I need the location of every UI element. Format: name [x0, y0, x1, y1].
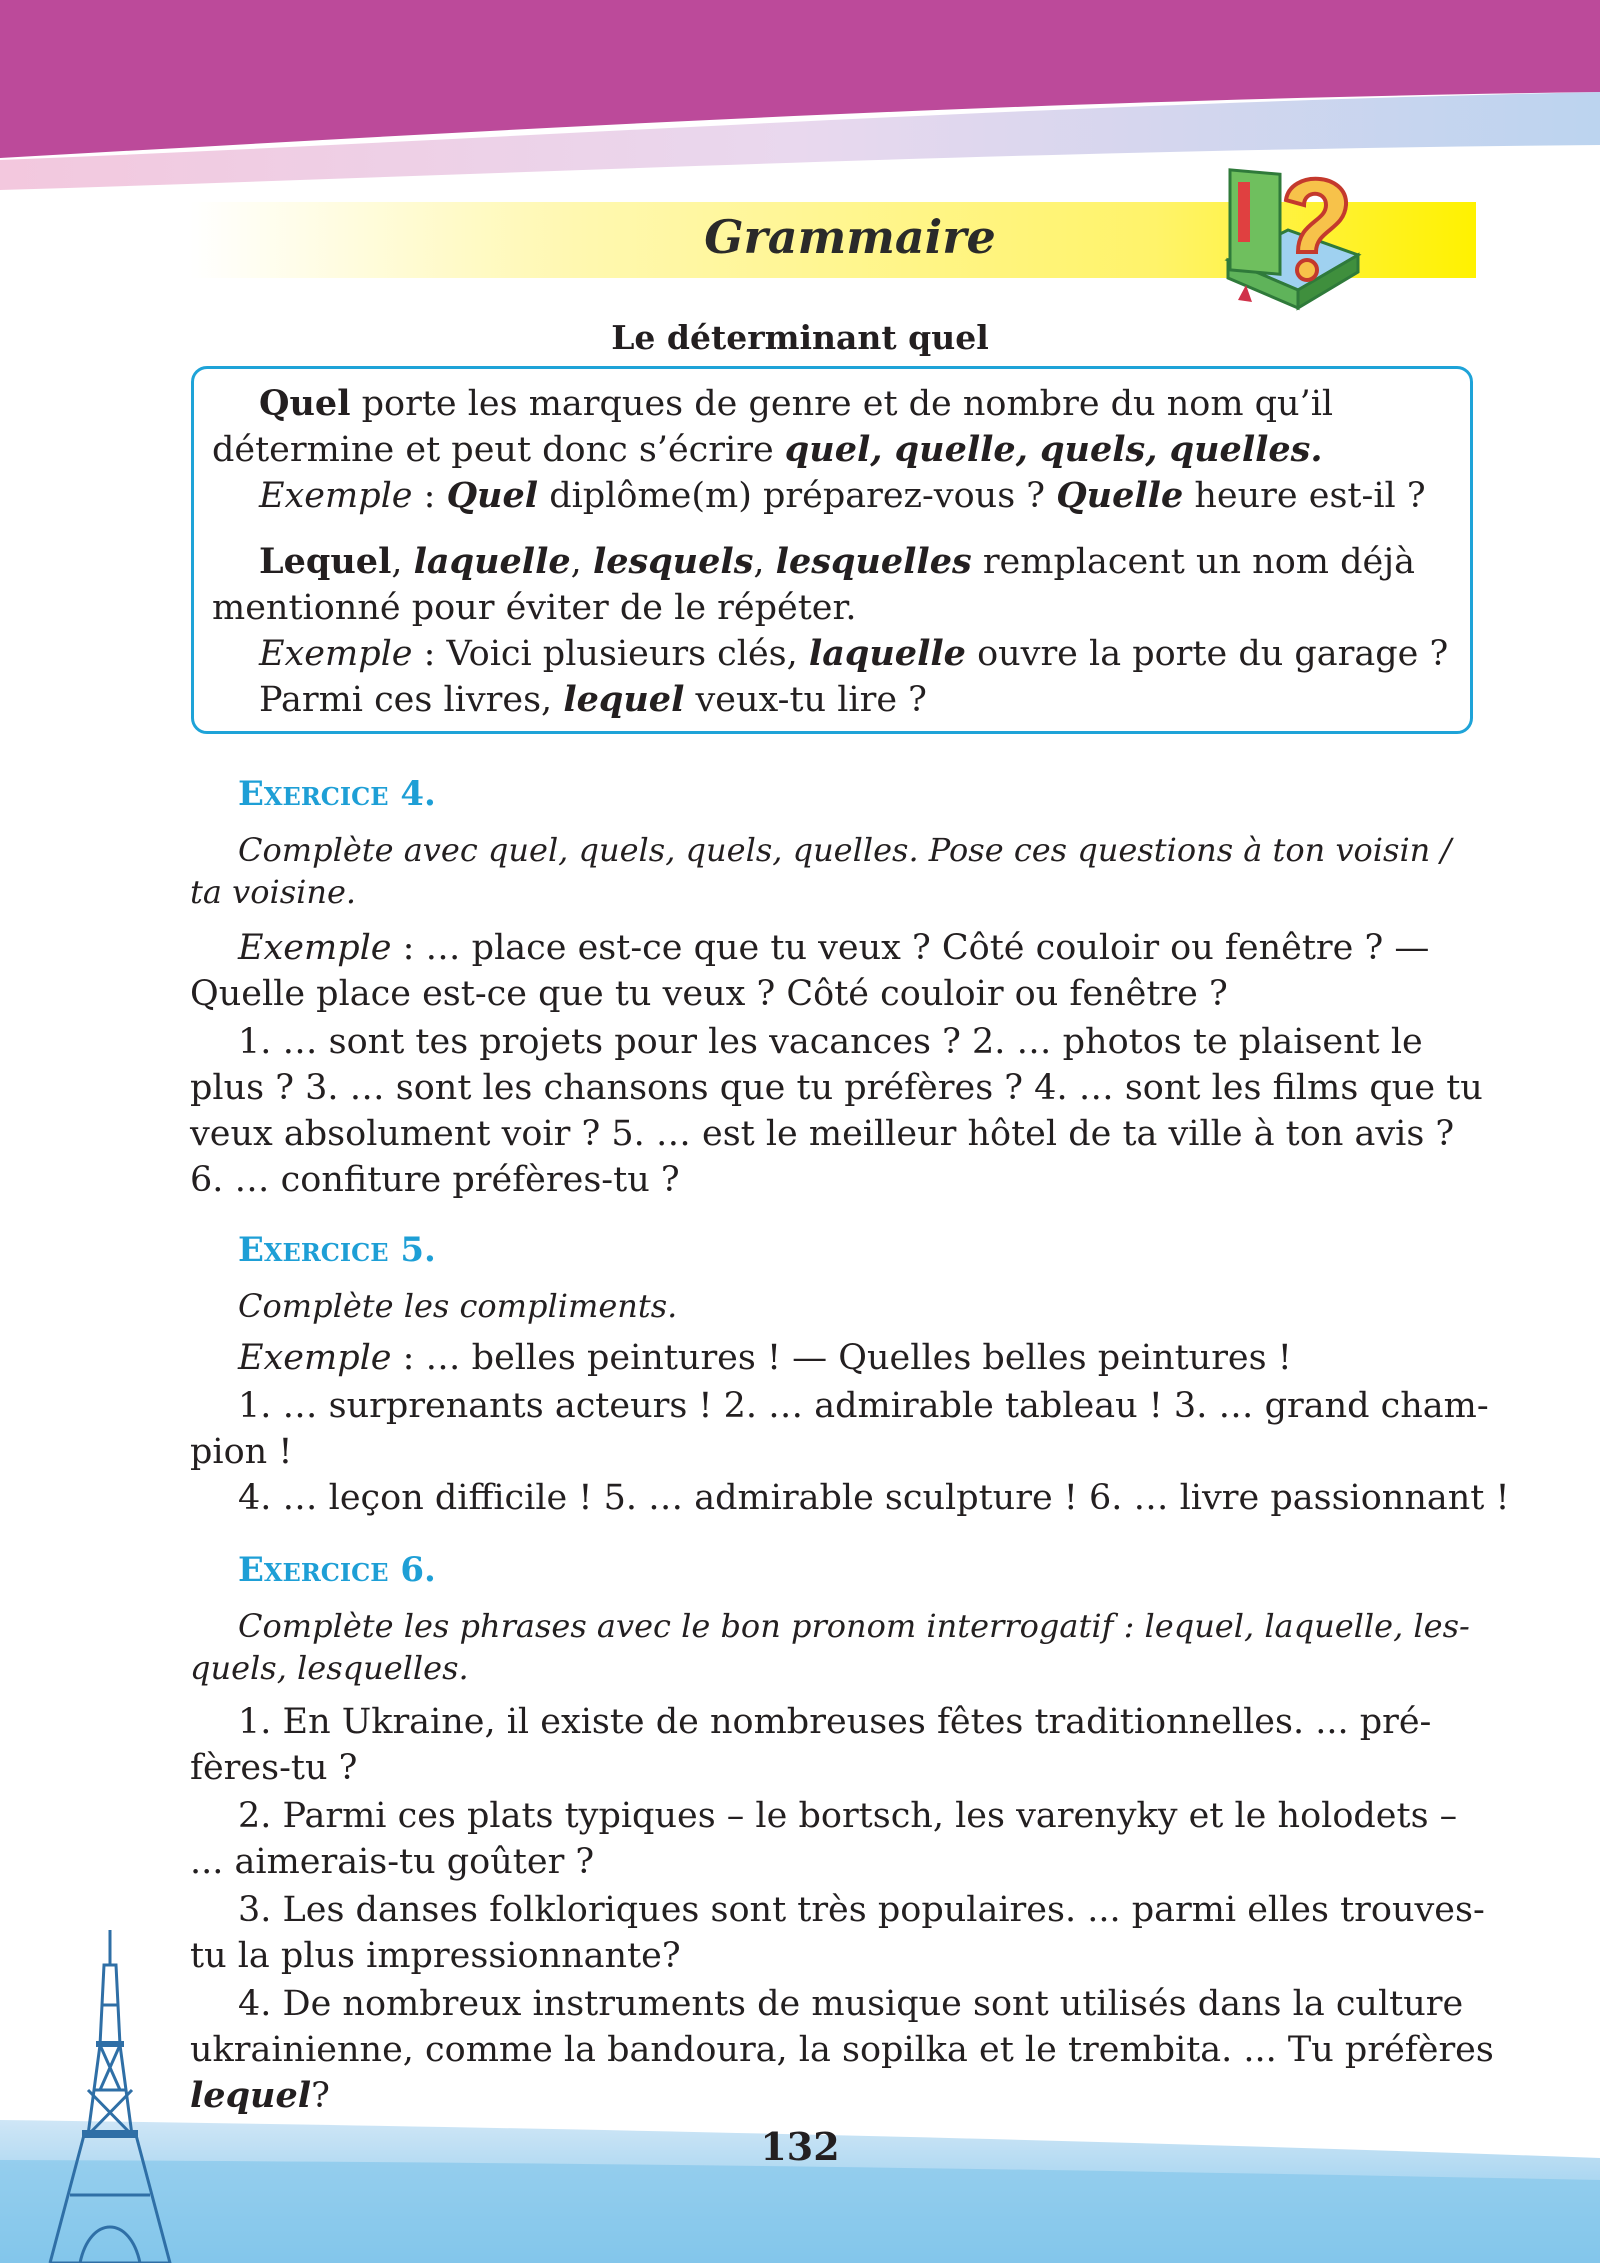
exercise-6-item-1-line-1: 1. En Ukraine, il existe de nombreuses fêtes traditionnelles. ... pré- — [238, 1702, 1432, 1742]
exercise-6-item-2-line-2: ... aimerais-tu goûter ? — [190, 1842, 595, 1882]
exercise-5-example: Exemple : … belles peintures ! — Quelles belles peintures ! — [238, 1338, 1292, 1378]
exercise-4-instruction-line-1: Complète avec quel, quels, quels, quelles. Pose ces questions à ton voisin / — [238, 831, 1452, 869]
exercise-4-title: Exercice 4. — [238, 774, 436, 814]
exercise-6-item-3-line-1: 3. Les danses folkloriques sont très populaires. ... parmi elles trouves- — [238, 1890, 1485, 1930]
exercise-4-line-4: 6. … confiture préfères-tu ? — [190, 1160, 680, 1200]
rule-example-3: Parmi ces livres, lequel veux-tu lire ? — [259, 679, 927, 720]
exercise-6-instruction-line-2: quels, lesquelles. — [190, 1649, 469, 1687]
rule-title: Le déterminant quel — [611, 318, 989, 357]
exercise-4-line-2: plus ? 3. … sont les chansons que tu préfères ? 4. … sont les films que tu — [190, 1068, 1483, 1108]
rule-example-1: Exemple : Quel diplôme(m) préparez-vous ? Quelle heure est-il ? — [259, 475, 1426, 516]
exercise-5-title: Exercice 5. — [238, 1230, 436, 1270]
exercise-5-line-2: pion ! — [190, 1432, 293, 1472]
exercise-5-instruction: Complète les compliments. — [238, 1287, 678, 1325]
rule-paragraph-2-line-2: mentionné pour éviter de le répéter. — [212, 588, 857, 628]
exercise-4-line-3: veux absolument voir ? 5. … est le meilleur hôtel de ta ville à ton avis ? — [190, 1114, 1455, 1154]
eiffel-tower-icon — [40, 1925, 180, 2263]
exercise-4-line-1: 1. … sont tes projets pour les vacances ? 2. … photos te plaisent le — [238, 1022, 1423, 1062]
page-number: 132 — [760, 2124, 840, 2169]
rule-paragraph-1-line-1: Quel porte les marques de genre et de nombre du nom qu’il — [259, 383, 1334, 424]
question-book-icon — [1208, 160, 1368, 320]
exercise-4-instruction-line-2: ta voisine. — [190, 873, 357, 911]
exercise-6-item-4-line-3: lequel? — [190, 2075, 330, 2116]
rule-paragraph-1-line-2: détermine et peut donc s’écrire quel, quelle, quels, quelles. — [212, 429, 1323, 470]
exercise-6-item-2-line-1: 2. Parmi ces plats typiques – le bortsch, les varenyky et le holodets – — [238, 1796, 1458, 1836]
exercise-6-item-1-line-2: fères-tu ? — [190, 1748, 358, 1788]
exercise-4-example-line-2: Quelle place est-ce que tu veux ? Côté couloir ou fenêtre ? — [190, 974, 1228, 1014]
exercise-6-item-3-line-2: tu la plus impressionnante? — [190, 1936, 681, 1976]
exercise-5-line-1: 1. … surprenants acteurs ! 2. … admirable tableau ! 3. … grand cham- — [238, 1386, 1489, 1426]
section-title: Grammaire — [704, 210, 996, 264]
exercise-4-example-line-1: Exemple : … place est-ce que tu veux ? Côté couloir ou fenêtre ? — — [238, 928, 1430, 968]
exercise-6-item-4-line-2: ukrainienne, comme la bandoura, la sopilka et le trembita. ... Tu préfères — [190, 2030, 1494, 2070]
rule-paragraph-2-line-1: Lequel, laquelle, lesquels, lesquelles remplacent un nom déjà — [259, 541, 1415, 582]
rule-example-2: Exemple : Voici plusieurs clés, laquelle ouvre la porte du garage ? — [259, 633, 1449, 674]
exercise-5-line-3: 4. … leçon difficile ! 5. … admirable sculpture ! 6. … livre passionnant ! — [238, 1478, 1510, 1518]
exercise-6-item-4-line-1: 4. De nombreux instruments de musique sont utilisés dans la culture — [238, 1984, 1464, 2024]
exercise-6-title: Exercice 6. — [238, 1550, 436, 1590]
exercise-6-instruction-line-1: Complète les phrases avec le bon pronom interrogatif : lequel, laquelle, les- — [238, 1607, 1470, 1645]
